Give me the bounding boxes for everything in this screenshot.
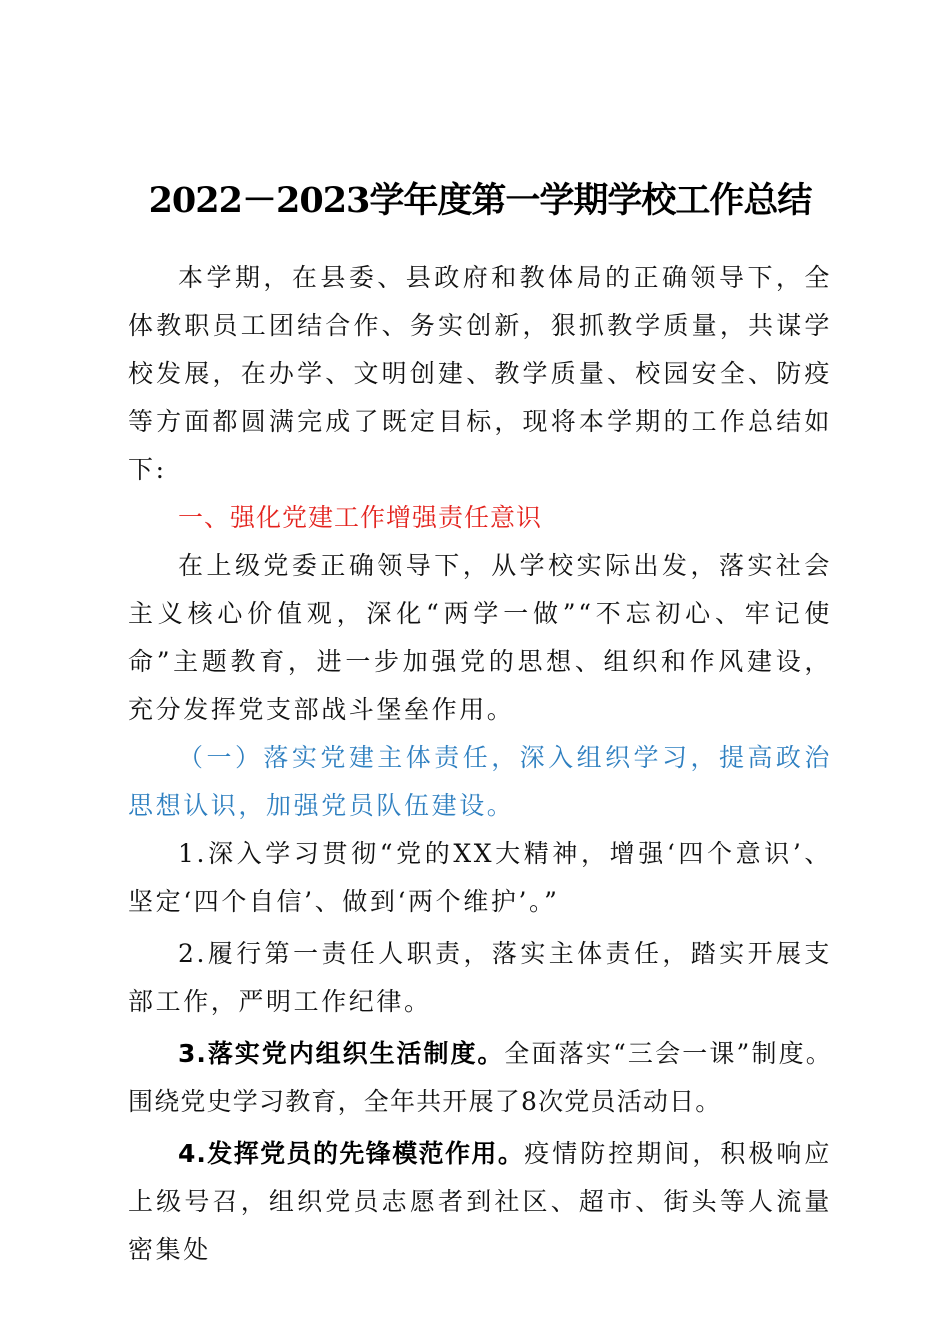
- section-1-paragraph: 在上级党委正确领导下，从学校实际出发，落实社会主义核心价值观，深化“两学一做”“不忘初心、牢记使命”主题教育，进一步加强党的思想、组织和作风建设，充分发挥党支部战斗堡垒作用。: [128, 551, 832, 724]
- list-item-3-lead: 3.落实党内组织生活制度。: [178, 1039, 505, 1068]
- list-item-4: [128, 1130, 832, 1274]
- document-title: 2022－2023学年度第一学期学校工作总结: [148, 180, 812, 221]
- subsection-1-heading: （一）落实党建主体责任，深入组织学习，提高政治思想认识，加强党员队伍建设。: [128, 743, 832, 820]
- list-item-3: [128, 1030, 832, 1126]
- list-item-4-lead: 4.发挥党员的先锋模范作用。: [178, 1139, 525, 1168]
- list-item-4-text: 疫情防控期间，积极响应上级号召，组织党员志愿者到社区、超市、街头等人流量密集处: [128, 1139, 832, 1264]
- list-item-2: 2.履行第一责任人职责，落实主体责任，踏实开展支部工作，严明工作纪律。: [128, 939, 832, 1016]
- list-item-1: 1.深入学习贯彻“党的XX大精神，增强‘四个意识’、坚定‘四个自信’、做到‘两个维护’。”: [128, 839, 832, 916]
- document-body: [128, 178, 832, 1274]
- list-item-3-text: 全面落实“三会一课”制度。围绕党史学习教育，全年共开展了8次党员活动日。: [128, 1039, 832, 1116]
- section-1-heading: 一、强化党建工作增强责任意识: [178, 503, 543, 532]
- intro-paragraph: 本学期，在县委、县政府和教体局的正确领导下，全体教职员工团结合作、务实创新，狠抓教学质量，共谋学校发展，在办学、文明创建、教学质量、校园安全、防疫等方面都圆满完成了既定目标，现将本学期的工作总结如下:: [128, 263, 832, 484]
